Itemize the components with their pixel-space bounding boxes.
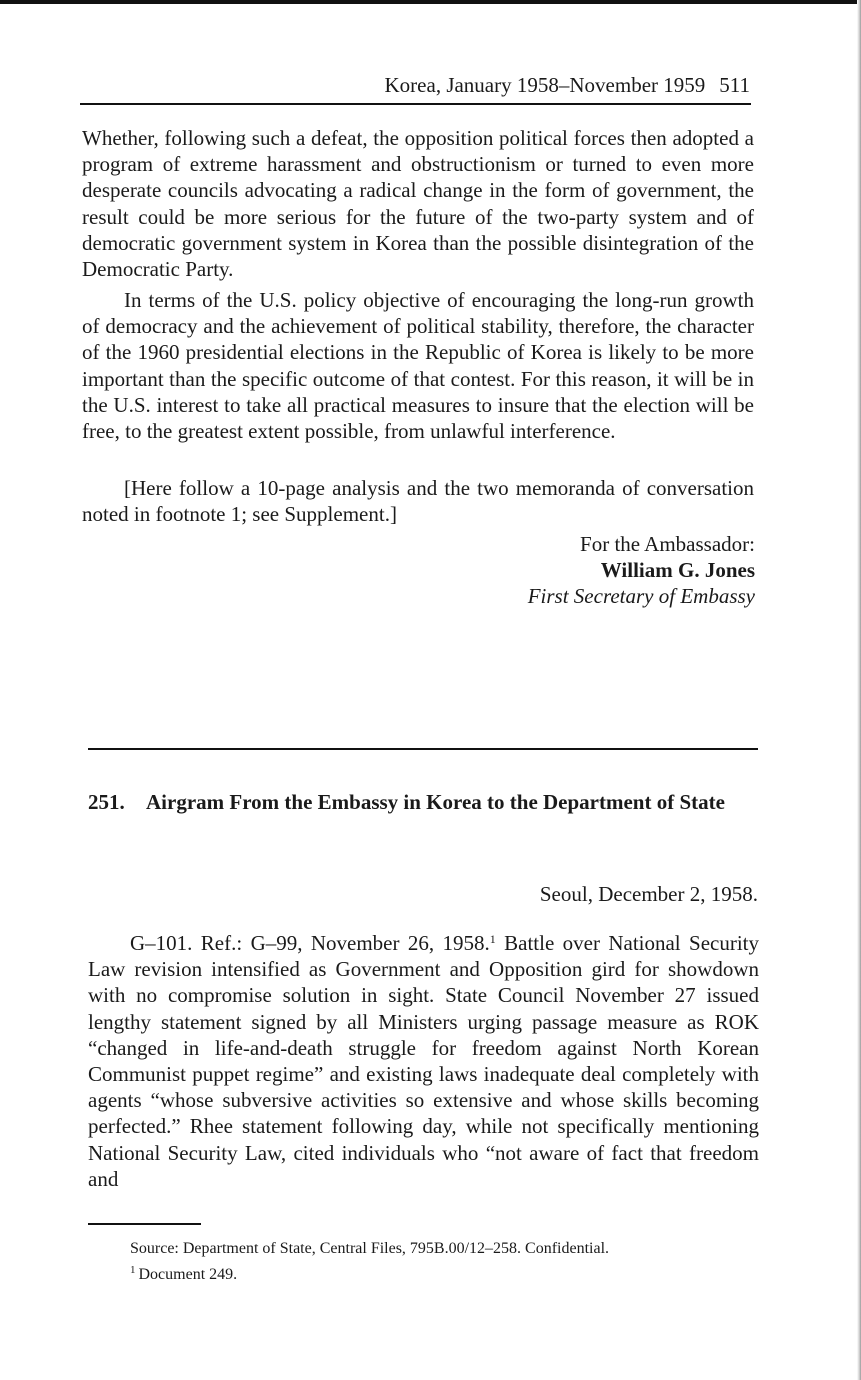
footnote-1-text: Document 249. [138,1266,238,1283]
signature-title: First Secretary of Embassy [527,584,755,608]
page-right-edge [857,0,861,1380]
signature-line: For the Ambassador: [580,532,755,556]
running-head [80,70,750,100]
section-divider [88,748,758,750]
footnote-rule [88,1223,201,1225]
document-number: 251. [88,790,125,814]
signature-name: William G. Jones [600,558,755,582]
body-text-rest: Battle over National Security Law revision intensified as Government and Opposition gird for showdown with no compromise solution in sight. State Council November 27 issued lengthy statement signed by all Ministers urging passage measure as ROK “changed in life-and-death struggle for freedom against North Korean Communist puppet regime” and existing laws inadequate deal completely with agents “whose subversive activities so extensive and whose skills becoming perfected.” Rhee statement following day, while not specifically mentioning National Security Law, cited individuals who “not aware of fact that freedom and [88,931,760,1191]
footnote-1 [130,1264,237,1286]
document-title: Airgram From the Embassy in Korea to the Department of State [146,790,725,814]
dateline: Seoul, December 2, 1958. [539,882,758,906]
running-head-title: Korea, January 1958–November 1959 [384,73,706,97]
footnote-reference: 1 [489,932,496,946]
page-top-edge [0,0,861,4]
paragraph-policy-objective: In terms of the U.S. policy objective of encouraging the long-run growth of democracy and the achievement of political stability, therefore, the character of the 1960 presidential elections in the Republic of Korea is likely to be more important than the specific outcome of that contest. For this reason, it will be in the U.S. interest to take all practical measures to insure that the election will be free, to the greatest extent possible, from unlawful interference. [82,288,754,444]
footnote-1-marker: 1 [130,1264,136,1276]
document-body [88,930,759,1192]
paragraph-editorial-note: [Here follow a 10-page analysis and the two memoranda of conversation noted in footnote 1; see Supplement.] [82,476,754,527]
page-number: 511 [719,73,750,97]
paragraph-continuation: Whether, following such a defeat, the opposition political forces then adopted a program of extreme harassment and obstructionism or turned to even more desperate councils advocating a radical change in the form of government, the result could be more serious for the future of the two-party system and of democratic government system in Korea than the possible disintegration of the Democratic Party. [82,126,754,282]
running-head-rule [80,103,751,105]
body-text-start: G–101. Ref.: G–99, November 26, 1958. [130,931,490,955]
footnote-source: Source: Department of State, Central Files, 795B.00/12–258. Confidential. [130,1240,610,1257]
